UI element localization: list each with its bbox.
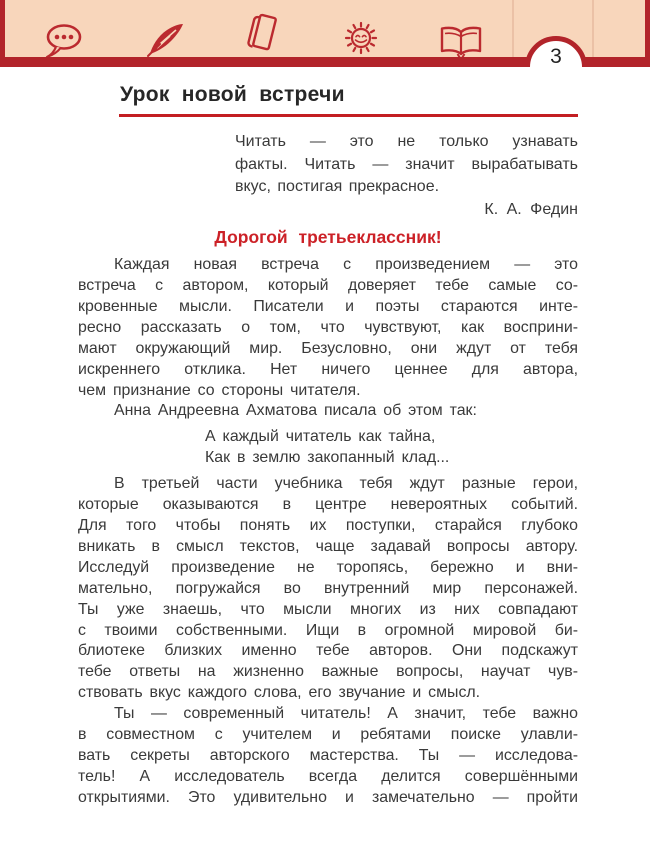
epigraph-line: Читать — это не только узнавать bbox=[235, 133, 578, 151]
epigraph-lines bbox=[235, 131, 578, 199]
epigraph-author: К. А. Федин bbox=[484, 200, 578, 218]
paragraph-line: в совместном с учителем и ребятами поиске улавли- bbox=[78, 726, 578, 744]
paragraph bbox=[78, 255, 578, 401]
paragraph-line: Исследуй произведение не торопясь, бережно и вни- bbox=[78, 558, 578, 576]
verse-line: А каждый читатель как тайна, bbox=[205, 428, 436, 446]
paragraph-line: чем признание со стороны читателя. bbox=[78, 381, 361, 399]
paragraph-line: которые оказываются в центре невероятных событий. bbox=[78, 496, 578, 514]
epigraph bbox=[235, 131, 578, 221]
paragraph-line: кровенные мысли. Писатели и поэты стараются инте- bbox=[78, 297, 578, 315]
paragraph-line: встреча с автором, который доверяет тебе самые со- bbox=[78, 277, 578, 295]
quill-icon bbox=[146, 22, 186, 58]
closed-book-icon bbox=[244, 12, 284, 58]
paragraph-line: ресно рассказать о том, что чувствуют, как восприни- bbox=[78, 318, 578, 336]
epigraph-line: факты. Читать — значит вырабатывать bbox=[235, 155, 578, 173]
verse-line: Как в землю закопанный клад... bbox=[205, 449, 450, 467]
paragraph-line: с твоими собственными. Ищи в огромной мировой би- bbox=[78, 621, 578, 639]
paragraph-line: ствовать вкус каждого слова, его звучание и смысл. bbox=[78, 684, 481, 702]
header-separator bbox=[592, 0, 594, 57]
page-title: Урок новой встречи bbox=[120, 83, 345, 106]
header-right-edge bbox=[645, 0, 650, 57]
sun-icon bbox=[341, 18, 381, 58]
header-separator bbox=[512, 0, 514, 57]
paragraph-line: В третьей части учебника тебя ждут разные герои, bbox=[114, 475, 578, 493]
paragraph-line: вникать в смысл текстов, чаще задавай вопросы автору. bbox=[78, 537, 578, 555]
paragraph-line: вать секреты авторского мастерства. Ты — исследова- bbox=[78, 746, 578, 764]
verse-block bbox=[205, 427, 578, 469]
speech-bubble-icon bbox=[44, 22, 84, 60]
page-header bbox=[0, 0, 650, 67]
paragraph bbox=[78, 474, 578, 704]
page-content bbox=[0, 83, 650, 809]
paragraph-line: открытиями. Это удивительно и замечательно — пройти bbox=[78, 788, 578, 806]
paragraph-line: Для того чтобы понять их поступки, старайся глубоко bbox=[78, 517, 578, 535]
paragraph-line: искреннего отклика. Нет ничего ценнее для автора, bbox=[78, 360, 578, 378]
title-underline bbox=[119, 114, 578, 117]
paragraph-line: Ты — современный читатель! А значит, тебе важно bbox=[114, 705, 578, 723]
header-left-edge bbox=[0, 0, 5, 57]
paragraph-line: Каждая новая встреча с произведением — это bbox=[114, 256, 578, 274]
page-number: 3 bbox=[550, 45, 562, 67]
paragraph bbox=[78, 704, 578, 809]
paragraph-line: мательно, погружайся во внутренний мир персонажей. bbox=[78, 579, 578, 597]
paragraph-line: блиотеке близких именно тебе авторов. Они подскажут bbox=[78, 642, 578, 660]
epigraph-line: вкус, постигая прекрасное. bbox=[235, 178, 440, 196]
paragraph-line: Ты уже знаешь, что мысли многих из них совпадают bbox=[78, 600, 578, 618]
greeting-heading: Дорогой третьеклассник! bbox=[214, 227, 442, 248]
paragraph-line: Анна Андреевна Ахматова писала об этом так: bbox=[114, 402, 477, 420]
paragraph bbox=[78, 401, 578, 422]
body-text bbox=[78, 255, 578, 809]
paragraph-line: мают окружающий мир. Безусловно, они ждут от тебя bbox=[78, 339, 578, 357]
paragraph-line: тебе ответы на жизненно важные вопросы, научат чув- bbox=[78, 663, 578, 681]
paragraph-line: тель! А исследователь всегда делится совершёнными bbox=[78, 767, 578, 785]
